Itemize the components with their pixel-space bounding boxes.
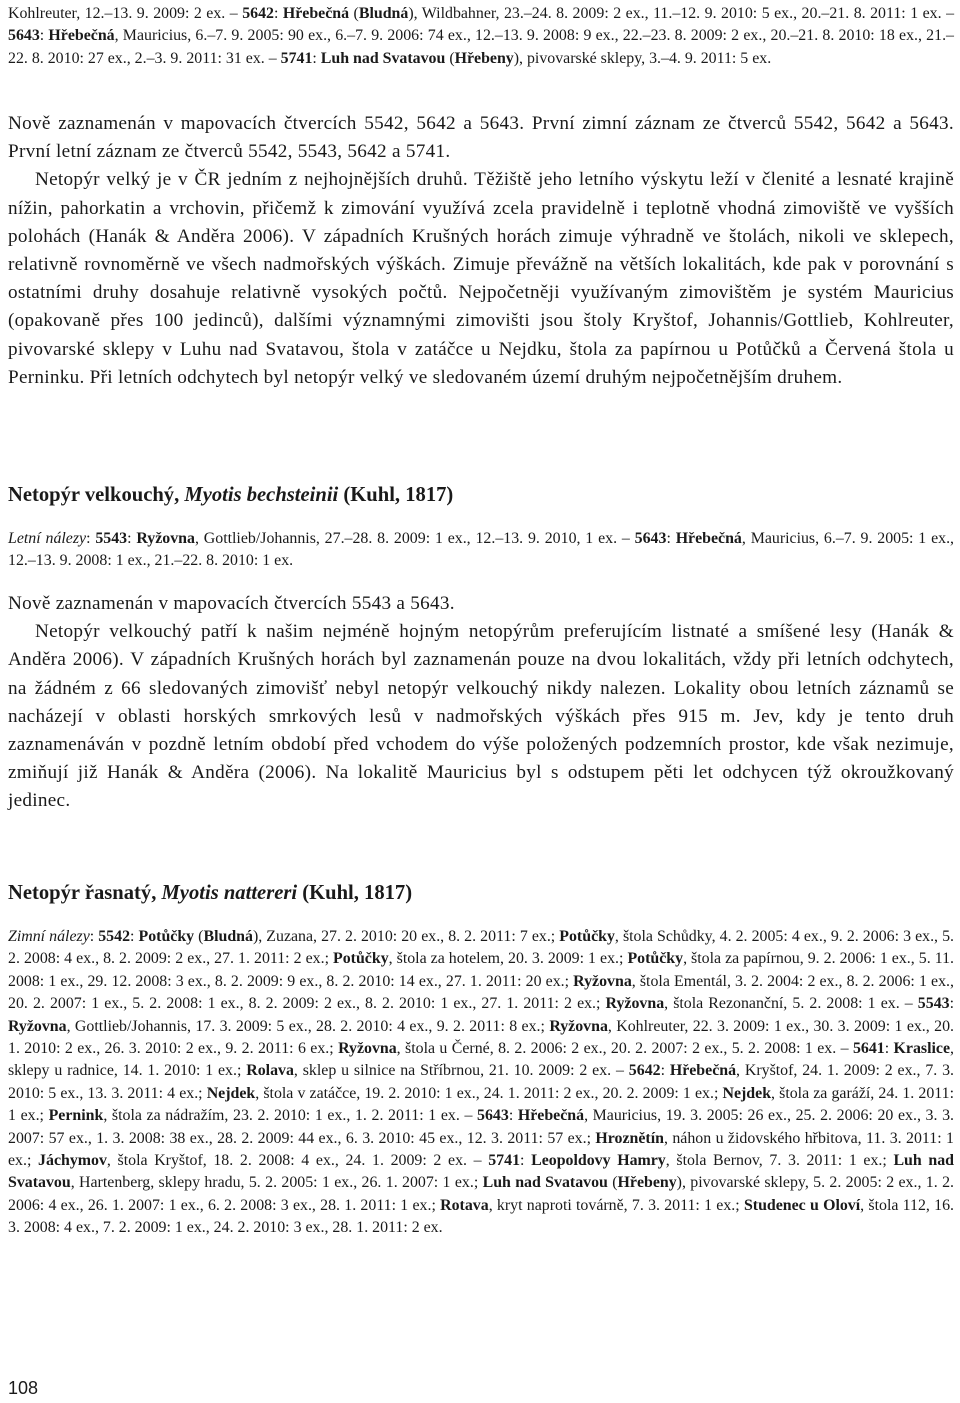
text-run: ), Wildbahner, 23.–24. 8. 2009: 2 ex., 11.–12. 9. 2010: 5 ex., 20.–21. 8. 2011: 1 ex. – (408, 5, 955, 22)
bold-run: Hřebečná (669, 1062, 737, 1080)
text-run: , štola Schůdky, 4. 2. 2005: 4 ex., 9. 2. 2006: 3 ex., 5. 2. 2008: 4 ex., 8. 2. 2009: 2 ex., 27. 1. 2011: 2 ex.; (8, 928, 954, 968)
nattereri-records (8, 926, 954, 1240)
bold-run: Hroznětín (595, 1129, 664, 1147)
bold-run: Rotava (440, 1196, 489, 1214)
bold-run: Hřebeny (454, 49, 514, 67)
bold-run: Leopoldovy Hamry (531, 1152, 666, 1170)
text-run: , štola Bernov, 7. 3. 2011: 1 ex.; (665, 1152, 894, 1170)
text-run: , štola za papírnou, 9. 2. 2006: 1 ex., 5. 11. 2008: 1 ex., 29. 12. 2008: 3 ex., 8. 2. 2009: 9 ex., 8. 2. 2010: 14 ex., 27. 1. 2011: 20 ex.; (8, 950, 954, 990)
page-number: 108 (8, 1378, 39, 1398)
text-run: , štola 112, 16. 3. 2008: 4 ex., 7. 2. 2009: 1 ex., 24. 2. 2010: 3 ex., 28. 1. 2011: 2 ex. (8, 1196, 954, 1237)
text-run: : (660, 1062, 670, 1080)
text-run: : (86, 530, 96, 547)
text-run: : (89, 928, 99, 945)
text-run: , štola Kryštof, 18. 2. 2008: 4 ex., 24. 1. 2009: 2 ex. – (106, 1152, 489, 1170)
account-paragraph: Netopýr velký je v ČR jedním z nejhojnějších druhů. Těžiště jeho letního výskytu leží v členité a lesnaté krajině nížin, pahorkatin a vrchovin, přičemž k zimování využívá zcela pravidelně i teplotně vhodná zimoviště ve vyšších polohách (Hanák & Anděra 2006). V západních Krušných horách zimuje výhradně ve štolách, nikoli ve sklepech, relativně rovnoměrně ve všech nadmořských výškách. Zimuje převážně na větších lokalitách, kde pak v porovnání s ostatními druhy dosahuje relativně vysokých počtů. Nejpočetněji využívaným zimovištěm je systém Mauricius (opakovaně přes 100 jedinců), dalšími významnými zimovišti jsou štoly Kryštof, Johannis/Gottlieb, Kohlreuter, pivovarské sklepy v Luhu nad Svatavou, štola v zatáčce u Nejdku, štola za papírnou u Potůčků a Červená štola u Perninku. Při letních odchytech byl netopýr velký ve sledovaném území druhým nejpočetnějším druhem. (8, 169, 954, 388)
text-run: : (666, 530, 676, 547)
text-run: ( (445, 49, 455, 67)
text-run: , Hartenberg, sklepy hradu, 5. 2. 2005: 1 ex., 26. 1. 2007: 1 ex.; (70, 1174, 483, 1192)
text-run: : (508, 1107, 518, 1125)
text-run: , Kohlreuter, 22. 3. 2009: 1 ex., 30. 3. 2009: 1 ex., 20. 1. 2010: 2 ex., 26. 3. 2010: 2 ex., 9. 2. 2011: 6 ex.; (8, 1017, 954, 1058)
bold-run: Ryžovna (573, 972, 632, 990)
text-run: ), pivovarské sklepy, 5. 2. 2005: 2 ex., 1. 2. 2006: 4 ex., 26. 1. 2007: 1 ex., 6. 2. 2008: 3 ex., 28. 1. 2011: 1 ex.; (8, 1174, 954, 1214)
bold-run: Potůčky (559, 928, 615, 945)
bold-run: Hřebečná (48, 27, 115, 45)
text-run: : (130, 928, 139, 945)
bold-run: Nejdek (722, 1084, 772, 1102)
bold-run: Potůčky (333, 950, 389, 968)
text-run: : (312, 49, 321, 67)
bold-run: Rolava (246, 1062, 294, 1080)
bold-run: 5643 (634, 530, 667, 547)
bold-run: Potůčky (627, 950, 684, 968)
text-run: ( (607, 1174, 618, 1192)
bold-run: Luh nad Svatavou (320, 49, 446, 67)
italic-run: Zimní nálezy (8, 928, 90, 945)
text-run: , Kryštof, 24. 1. 2009: 2 ex., 7. 3. 2010: 5 ex., 13. 3. 2011: 4 ex.; (8, 1062, 954, 1102)
bold-run: Luh nad Svatavou (8, 1152, 954, 1192)
latin-name: Myotis nattereri (161, 882, 298, 904)
bold-run: Hřebečná (675, 530, 742, 547)
bold-run: 5642 (242, 5, 274, 22)
text-run: , štola v zatáčce, 19. 2. 2010: 1 ex., 24. 1. 2011: 2 ex., 20. 2. 2009: 1 ex.; (255, 1084, 723, 1102)
text-run: : (884, 1040, 894, 1058)
text-run: : (273, 5, 283, 22)
text-run: , štola za garáží, 24. 1. 2011: 1 ex.; (8, 1084, 954, 1125)
bold-run: 5641 (852, 1040, 885, 1058)
text-run: , Mauricius, 6.–7. 9. 2005: 1 ex., 12.–13. 9. 2008: 1 ex., 21.–22. 8. 2010: 1 ex. (8, 530, 955, 570)
text-run: : (949, 995, 954, 1013)
bold-run: Ryžovna (136, 530, 195, 547)
bold-run: Pernink (48, 1107, 104, 1125)
text-run: , sklepy u radnice, 14. 1. 2010: 1 ex.; (8, 1040, 955, 1080)
bold-run: Luh nad Svatavou (482, 1174, 608, 1192)
text-run: , štola Rezonanční, 5. 2. 2008: 1 ex. – (664, 995, 918, 1013)
text-run: , štola za nádražím, 23. 2. 2010: 1 ex., 1. 2. 2011: 1 ex. – (103, 1107, 478, 1125)
new-squares-paragraph: Nově zaznamenán v mapovacích čtvercích 5542, 5642 a 5643. První zimní záznam ze čtverců 5542, 5642 a 5643. První letní záznam ze čtverců 5542, 5543, 5642 a 5741. (8, 113, 954, 163)
text-run: , štola Ementál, 3. 2. 2004: 2 ex., 8. 2. 2006: 1 ex., 20. 2. 2007: 1 ex., 5. 2. 2008: 1 ex., 8. 2. 2009: 2 ex., 8. 2. 2010: 1 ex., 27. 1. 2011: 2 ex.; (8, 972, 954, 1013)
bold-run: 5543 (917, 995, 950, 1013)
bold-run: 5543 (95, 530, 128, 547)
bold-run: Hřebečná (282, 5, 350, 22)
text-run: , štola u Černé, 8. 2. 2006: 2 ex., 20. 2. 2007: 2 ex., 5. 2. 2008: 1 ex. – (396, 1040, 853, 1058)
bold-run: Ryžovna (605, 995, 665, 1013)
italic-run: Letní nálezy (8, 530, 87, 547)
text-run: , kryt naproti továrně, 7. 3. 2011: 1 ex.; (488, 1196, 744, 1214)
section-heading-nattereri: Netopýr řasnatý, Myotis nattereri (Kuhl, 1817) (8, 882, 413, 904)
text-run: ( (194, 928, 204, 945)
bold-run: Ryžovna (8, 1017, 67, 1035)
bold-run: 5741 (280, 49, 313, 67)
bold-run: Jáchymov (38, 1152, 107, 1170)
bold-run: Studenec u Oloví (743, 1196, 861, 1214)
new-squares-paragraph: Nově zaznamenán v mapovacích čtvercích 5543 a 5643. (8, 593, 455, 614)
text-run: , Mauricius, 6.–7. 9. 2005: 90 ex., 6.–7. 9. 2006: 74 ex., 12.–13. 9. 2008: 9 ex., 22.–23. 8. 2009: 2 ex., 20.–21. 8. 2010: 18 ex., 21.–22. 8. 2010: 27 ex., 2.–3. 9. 2011: 31 ex. – (8, 27, 954, 67)
myotis-myotis-text (8, 110, 954, 392)
text-run: Kohlreuter, 12.–13. 9. 2009: 2 ex. – (8, 5, 243, 22)
text-run: : (520, 1152, 532, 1170)
bold-run: Kraslice (893, 1040, 951, 1058)
bechsteinii-records (8, 528, 954, 573)
bold-run: Hřebečná (517, 1107, 585, 1125)
text-run: ( (349, 5, 359, 22)
latin-name: Myotis bechsteinii (184, 484, 339, 506)
bold-run: Ryžovna (338, 1040, 397, 1058)
bold-run: Potůčky (138, 928, 195, 945)
text-run: , sklep u silnice na Stříbrnou, 21. 10. 2009: 2 ex. – (293, 1062, 629, 1080)
bold-run: 5741 (488, 1152, 521, 1170)
text-run: , Gottlieb/Johannis, 27.–28. 8. 2009: 1 ex., 12.–13. 9. 2010, 1 ex. – (194, 530, 635, 547)
text-run: , náhon u židovského hřbitova, 11. 3. 2011: 1 ex.; (8, 1129, 954, 1170)
bold-run: 5642 (628, 1062, 661, 1080)
bold-run: 5643 (477, 1107, 509, 1125)
bold-run: Bludná (358, 5, 409, 22)
text-run: : (39, 27, 49, 45)
bold-run: Bludná (203, 928, 253, 945)
bold-run: 5542 (98, 928, 131, 945)
bold-run: Nejdek (206, 1084, 256, 1102)
text-run: ), Zuzana, 27. 2. 2010: 20 ex., 8. 2. 2011: 7 ex.; (252, 928, 560, 945)
bechsteinii-text (8, 590, 954, 816)
section-heading-bechsteinii: Netopýr velkouchý, Myotis bechsteinii (Kuhl, 1817) (8, 484, 454, 506)
bold-run: Hřebeny (617, 1174, 677, 1192)
top-records (8, 3, 954, 70)
text-run: : (127, 530, 137, 547)
text-run: , Gottlieb/Johannis, 17. 3. 2009: 5 ex., 28. 2. 2010: 4 ex., 9. 2. 2011: 8 ex.; (66, 1017, 550, 1035)
bold-run: 5643 (8, 27, 40, 45)
text-run: ), pivovarské sklepy, 3.–4. 9. 2011: 5 ex. (513, 49, 772, 67)
bold-run: Ryžovna (549, 1017, 608, 1035)
text-run: , štola za hotelem, 20. 3. 2009: 1 ex.; (388, 950, 628, 968)
account-paragraph: Netopýr velkouchý patří k našim nejméně hojným netopýrům preferujícím listnaté a smíšené lesy (Hanák & Anděra 2006). V západních Krušných horách byl zaznamenán pouze na dvou lokalitách, vždy při letních odchytech, na žádném z 66 sledovaných zimovišť nebyl netopýr velkouchý nikdy nalezen. Lokality obou letních záznamů se nacházejí v oblasti horských smrkových lesů v nadmořských výškách přes 915 m. Jev, kdy je tento druh zaznamenáván v pozdně letním období před vchodem do výše položených podzemních prostor, kde však nezimuje, zmiňují již Hanák & Anděra (2006). Na lokalitě Mauricius byl s odstupem pěti let odchycen týž okroužkovaný jedinec. (8, 621, 954, 812)
text-run: , Mauricius, 19. 3. 2005: 26 ex., 25. 2. 2006: 20 ex., 3. 3. 2007: 57 ex., 1. 3. 2008: 38 ex., 28. 2. 2009: 44 ex., 6. 3. 2010: 45 ex., 12. 3. 2011: 57 ex.; (8, 1107, 954, 1147)
